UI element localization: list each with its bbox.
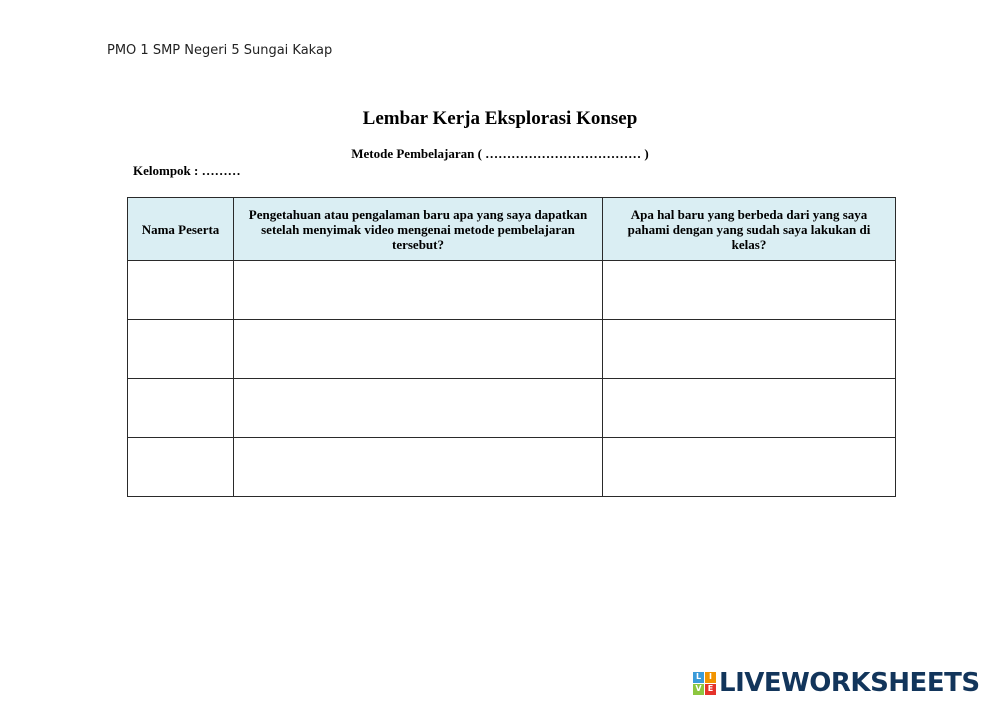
table-row [128,438,896,497]
table-row [128,379,896,438]
table-header-row [128,198,896,261]
cell-nama-peserta[interactable] [128,438,234,497]
cell-pengetahuan-baru[interactable] [234,261,603,320]
logo-letter: E [705,684,716,695]
cell-nama-peserta[interactable] [128,379,234,438]
header-pengetahuan-baru: Pengetahuan atau pengalaman baru apa yang saya dapatkan setelah menyimak video mengenai metode pembelajaran tersebut? [234,198,603,261]
table-row [128,320,896,379]
page-title: Lembar Kerja Eksplorasi Konsep [362,108,638,129]
cell-nama-peserta[interactable] [128,320,234,379]
cell-pengetahuan-baru[interactable] [234,320,603,379]
group-label: Kelompok : ……… [133,163,241,178]
liveworksheets-logo [693,666,980,700]
cell-pengetahuan-baru[interactable] [234,379,603,438]
logo-wordmark: LIVEWORKSHEETS [719,668,980,698]
logo-letter: I [705,672,716,683]
logo-grid-icon [693,672,716,695]
logo-letter: L [693,672,704,683]
table-row [128,261,896,320]
cell-nama-peserta[interactable] [128,261,234,320]
subtitle-method: Metode Pembelajaran ( ……………………………… ) [351,146,649,161]
header-hal-berbeda: Apa hal baru yang berbeda dari yang saya pahami dengan yang sudah saya lakukan di kelas? [603,198,896,261]
cell-hal-berbeda[interactable] [603,320,896,379]
header-note: PMO 1 SMP Negeri 5 Sungai Kakap [107,43,333,58]
cell-pengetahuan-baru[interactable] [234,438,603,497]
logo-letter: V [693,684,704,695]
cell-hal-berbeda[interactable] [603,438,896,497]
worksheet-table [127,197,896,497]
cell-hal-berbeda[interactable] [603,379,896,438]
cell-hal-berbeda[interactable] [603,261,896,320]
header-nama-peserta: Nama Peserta [128,198,234,261]
